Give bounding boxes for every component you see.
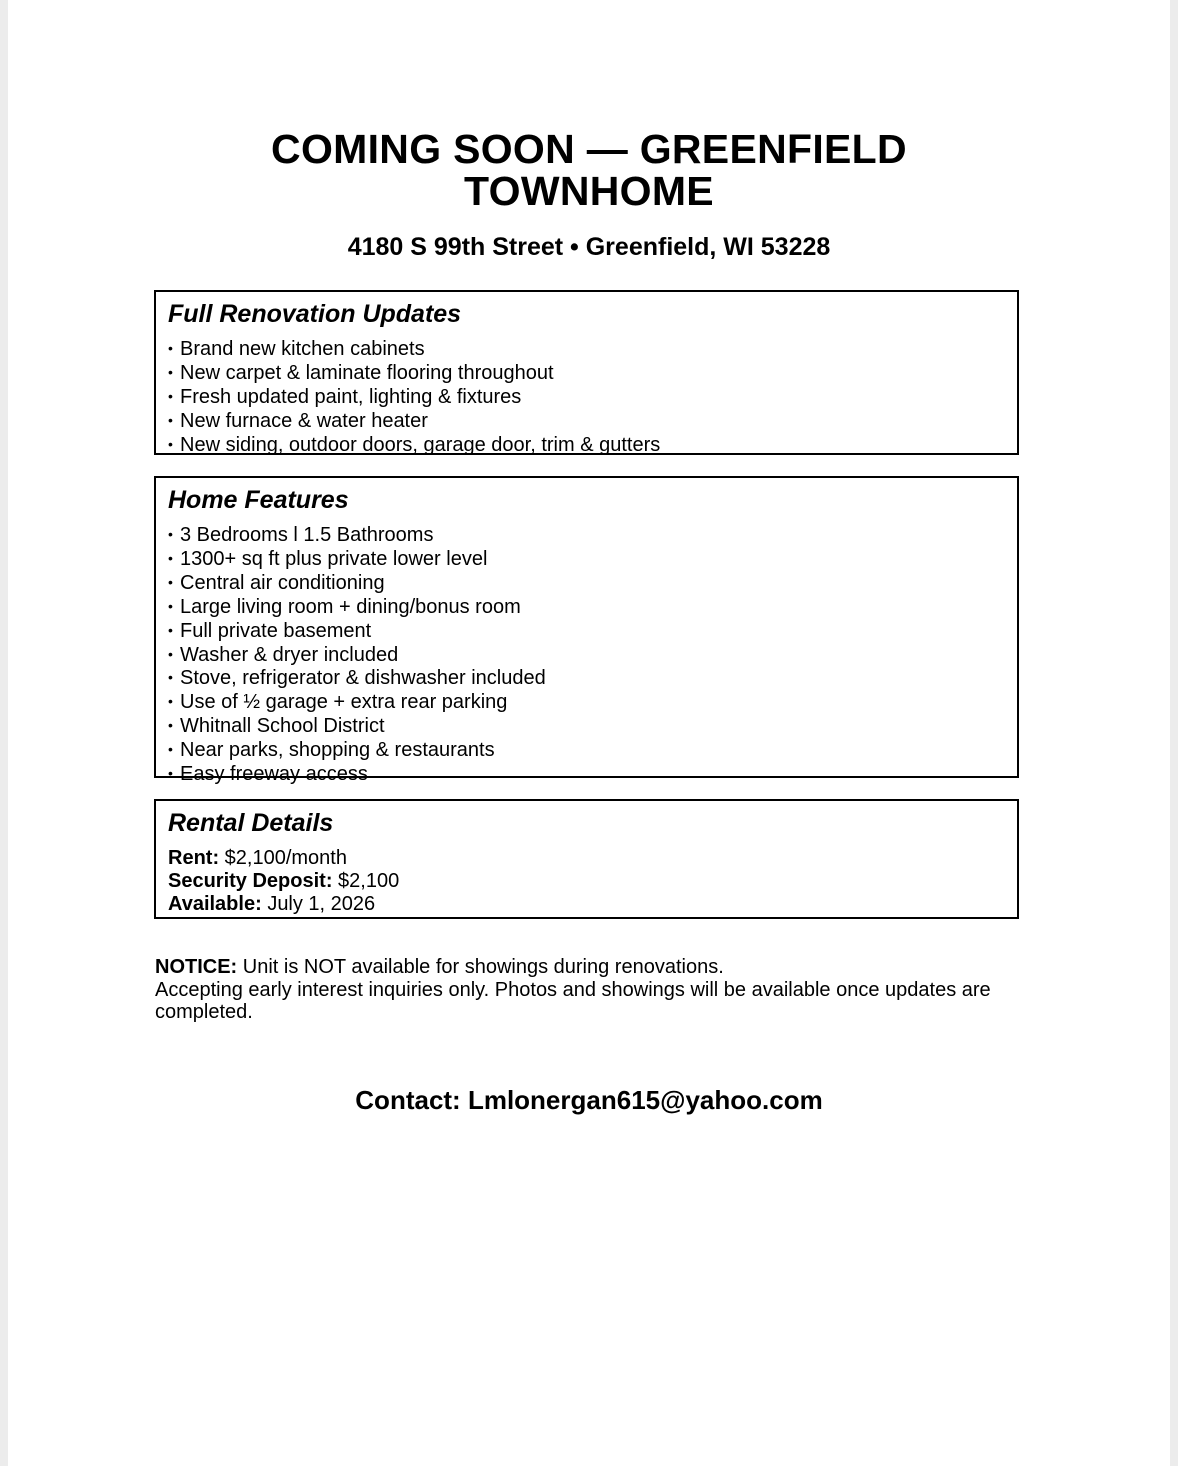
flyer-title (0, 128, 1178, 212)
home-features-section (154, 476, 1019, 786)
renovation-list (168, 338, 1005, 458)
list-item: • Washer & dryer included (168, 644, 1005, 668)
property-address: 4180 S 99th Street • Greenfield, WI 53228 (347, 233, 831, 261)
list-item: • New furnace & water heater (168, 410, 1005, 434)
rent-value: $2,100/month (224, 847, 347, 869)
contact-info: Contact: Lmlonergan615@yahoo.com (355, 1085, 823, 1115)
notice-block (155, 956, 1005, 1024)
list-item: • Near parks, shopping & restaurants (168, 739, 1005, 763)
available-value: July 1, 2026 (267, 893, 376, 915)
list-item: • Fresh updated paint, lighting & fixtures (168, 386, 1005, 410)
list-item: • New carpet & laminate flooring throughout (168, 362, 1005, 386)
available-row (168, 893, 1005, 916)
list-item: • Easy freeway access (168, 763, 1005, 787)
renovation-heading: Full Renovation Updates (168, 300, 462, 328)
list-item: • Central air conditioning (168, 572, 1005, 596)
title-line-2: TOWNHOME (464, 168, 714, 214)
list-item: • 1300+ sq ft plus private lower level (168, 548, 1005, 572)
list-item: • Whitnall School District (168, 715, 1005, 739)
rental-details-section (154, 799, 1019, 919)
list-item: • Full private basement (168, 620, 1005, 644)
rent-label: Rent: (168, 847, 220, 869)
deposit-value: $2,100 (338, 870, 400, 892)
features-list (168, 524, 1005, 787)
title-line-1: COMING SOON — GREENFIELD (271, 126, 907, 172)
notice-label: NOTICE: (155, 956, 238, 978)
deposit-row (168, 870, 1005, 893)
list-item: • Use of ½ garage + extra rear parking (168, 691, 1005, 715)
rent-row (168, 847, 1005, 870)
list-item: • Large living room + dining/bonus room (168, 596, 1005, 620)
list-item: • 3 Bedrooms l 1.5 Bathrooms (168, 524, 1005, 548)
rental-heading: Rental Details (168, 809, 334, 837)
available-label: Available: (168, 893, 262, 915)
notice-text: Unit is NOT available for showings during renovations. (242, 956, 724, 978)
renovation-updates-section (154, 290, 1019, 455)
list-item: • Brand new kitchen cabinets (168, 338, 1005, 362)
list-item: • New siding, outdoor doors, garage door, trim & gutters (168, 434, 1005, 458)
notice-line-1 (155, 956, 1005, 979)
list-item: • Stove, refrigerator & dishwasher included (168, 667, 1005, 691)
notice-line-2: Accepting early interest inquiries only. Photos and showings will be available once updates are completed. (155, 978, 991, 1023)
deposit-label: Security Deposit: (168, 870, 333, 892)
features-heading: Home Features (168, 486, 349, 514)
